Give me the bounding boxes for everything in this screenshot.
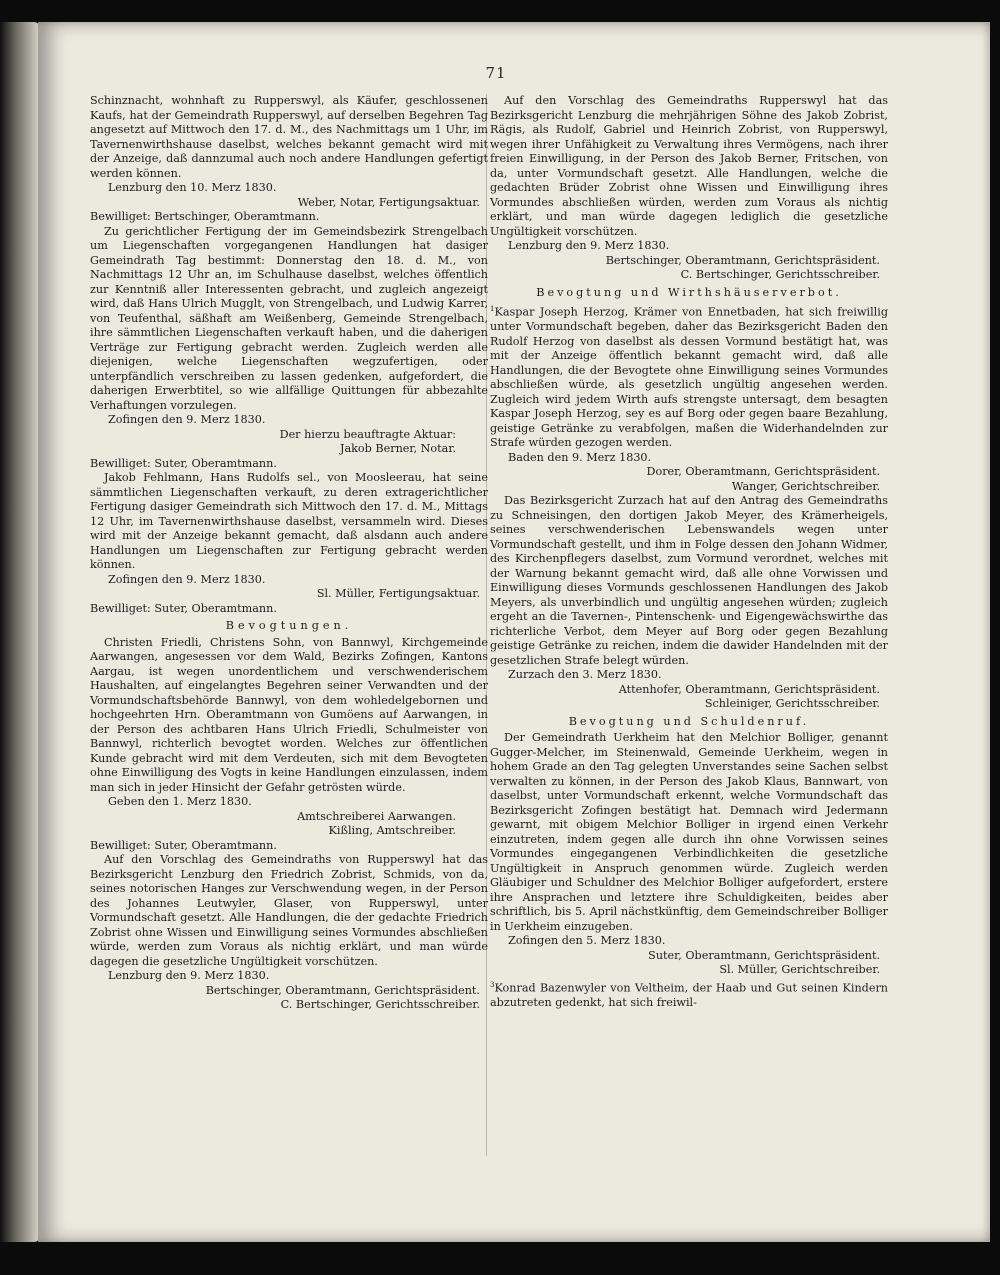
signature: Jakob Berner, Notar.	[340, 442, 456, 455]
approval-line: Bewilliget: Suter, Oberamtmann.	[90, 456, 277, 470]
book-gutter	[0, 22, 40, 1242]
left-column	[90, 94, 488, 1156]
approval-line: Bewilliget: Suter, Oberamtmann.	[90, 601, 277, 615]
place-date: Zofingen den 9. Merz 1830.	[108, 572, 266, 586]
notice-text: Christen Friedli, Christens Sohn, von Bannwyl, Kirchgemeinde Aarwangen, angesessen vor dem Wald, Bezirks Zofingen, Kantons Aargau, ist wegen unordentlichem und verschwenderischem Haushalten, auf eingelangtes Begehren seiner Verwandten und der Vormundschaftsbehörde Bannwyl, von dem wohledelgebornen und hochgeehrten Hrn. Oberamtmann von Gumöens auf Aarwangen, in der Person des achtbaren Hans Ulrich Friedli, Schulmeister von Bannwyl, richterlich bevogtet worden. Welches zur öffentlichen Kunde gebracht wird mit dem Verdeuten, sich mit dem Bevogteten ohne Einwilligung des Vogts in keine Handlungen einzulassen, indem man sich in jeder Hinsicht der Gefahr getrösten würde.	[90, 635, 488, 794]
notice-text: Auf den Vorschlag des Gemeindraths von Rupperswyl hat das Bezirksgericht Lenzburg den Friedrich Zobrist, Schmids, von da, seines notorischen Hanges zur Verschwendung wegen, in der Person des Johannes Leutwyler, Glaser, von Rupperswyl, unter Vormundschaft gesetzt. Alle Handlungen, die der gedachte Friedrich Zobrist ohne Wissen und Einwilligung seines Vormundes abschließen würde, werden zum Voraus als nichtig erklärt, und man würde dagegen die gesetzliche Ungültigkeit vorschützen.	[90, 853, 488, 968]
signature: Suter, Oberamtmann, Gerichtspräsident.	[648, 948, 880, 962]
column-divider	[486, 94, 487, 1156]
notice-text: Der Gemeindrath Uerkheim hat den Melchior Bolliger, genannt Gugger-Melcher, im Steinenwald, Gemeinde Uerkheim, wegen in hohem Grade an den Tag gelegten Unverstandes seine Sachen selbst verwalten zu können, in der Person des Jakob Klaus, Bannwart, von daselbst, unter Vormundschaft erkennt, welche Vormundschaft das Bezirksgericht Zofingen bestätigt hat. Demnach wird Jedermann gewarnt, mit obigem Melchior Bolliger in irgend einen Verkehr einzutreten, indem gegen alle durch ihn ohne Vorwissen seines Vormundes eingegangenen Verbindlichkeiten die gesetzliche Ungültigkeit in Anspruch genommen würde. Zugleich werden Gläubiger und Schuldner des Melchior Bolliger aufgefordert, erstere ihre Ansprachen und letztere ihre Schuldigkeiten, beides aber schriftlich, bis 5. April nächstkünftig, dem Gemeindschreiber Bolliger in Uerkheim einzugeben.	[490, 731, 888, 933]
place-date: Lenzburg den 9. Merz 1830.	[508, 239, 670, 252]
place-date: Geben den 1. Merz 1830.	[108, 795, 252, 808]
signature: C. Bertschinger, Gerichtsschreiber.	[680, 268, 880, 281]
right-column	[490, 94, 888, 1156]
notice-text: Schinznacht, wohnhaft zu Rupperswyl, als Käufer, geschlossenen Kaufs, hat der Gemeindrath Rupperswyl, auf derselben Begehren Tag angesetzt auf Mittwoch den 17. d. M., des Nachmittags um 1 Uhr, im Tavernenwirthshause daselbst, welches bekannt gemacht wird mit der Anzeige, daß dannzumal auch noch andere Handlungen gefertigt werden können.	[90, 94, 488, 180]
signature: Bertschinger, Oberamtmann, Gerichtspräsident.	[205, 983, 480, 997]
signature: C. Bertschinger, Gerichtsschreiber.	[280, 998, 480, 1011]
section-heading: Bevogtung und Schuldenruf.	[568, 714, 810, 728]
signature: Wanger, Gerichtschreiber.	[731, 479, 880, 493]
signature: Attenhofer, Oberamtmann, Gerichtspräsident.	[618, 682, 880, 696]
notice-body: Konrad Bazenwyler von Veltheim, der Haab und Gut seinen Kindern abzutreten gedenkt, hat sich freiwil-	[490, 981, 888, 1009]
section-heading: Bevogtung und Wirthshäuserverbot.	[536, 285, 842, 299]
section-heading: Bevogtungen.	[225, 619, 353, 632]
approval-line: Bewilliget: Suter, Oberamtmann.	[90, 838, 277, 852]
footnote-marker: 1	[490, 305, 495, 313]
place-date: Zurzach den 3. Merz 1830.	[508, 668, 662, 682]
place-date: Zofingen den 5. Merz 1830.	[508, 934, 666, 948]
place-date: Lenzburg den 9. Merz 1830.	[108, 969, 270, 982]
signature: Schleiniger, Gerichtsschreiber.	[704, 697, 880, 711]
place-date: Zofingen den 9. Merz 1830.	[108, 413, 266, 426]
signature: Sl. Müller, Gerichtschreiber.	[719, 963, 880, 977]
approval-line: Bewilliget: Bertschinger, Oberamtmann.	[90, 210, 320, 223]
place-date: Baden den 9. Merz 1830.	[508, 450, 652, 464]
page-number: 71	[485, 64, 507, 82]
footnote-marker: 3	[490, 980, 495, 989]
signature: Bertschinger, Oberamtmann, Gerichtspräsident.	[605, 253, 880, 267]
signature: Sl. Müller, Fertigungsaktuar.	[316, 587, 480, 600]
notice-text	[490, 978, 888, 1011]
signature: Dorer, Oberamtmann, Gerichtspräsident.	[646, 465, 880, 479]
signature: Amtschreiberei Aarwangen.	[297, 809, 456, 823]
place-date: Lenzburg den 10. Merz 1830.	[108, 181, 277, 194]
notice-body: Kaspar Joseph Herzog, Krämer von Ennetbaden, hat sich freiwillig unter Vormundschaft begeben, daher das Bezirksgericht Baden den Rudolf Herzog von daselbst als dessen Vormund bestätigt hat, was mit der Anzeige öffentlich bekannt gemacht wird, daß alle Handlungen, die der Bevogtete ohne Einwilligung seines Vormundes abschließen würde, als gesetzlich ungültig angesehen werden. Zugleich wird jedem Wirth aufs strengste untersagt, dem besagten Kaspar Joseph Herzog, sey es auf Borg oder gegen baare Bezahlung, geistige Getränke zu verabfolgen, maßen die Widerhandelnden zur Strafe würden gezogen werden.	[490, 305, 888, 450]
signature: Kißling, Amtschreiber.	[328, 824, 456, 837]
notice-text: Das Bezirksgericht Zurzach hat auf den Antrag des Gemeindraths zu Schneisingen, den dortigen Jakob Meyer, des Krämerheigels, seines verschwenderischen Lebenswandels wegen unter Vormundschaft gestellt, und ihm in Folge dessen den Johann Widmer, des Kirchenpflegers daselbst, zum Vormund verordnet, welches mit der Warnung bekannt gemacht wird, daß alle ohne Vorwissen und Einwilligung dieses Vormunds geschlossenen Handlungen des Jakob Meyers, als unverbindlich und ungültig angesehen würden; zugleich ergeht an die Tavernen-, Pintenschenk- und Eigengewächswirthe das richterliche Verbot, dem Meyer auf Borg oder gegen Bezahlung geistige Getränke zu reichen, indem die dawider Handelnden mit der gesetzlichen Strafe belegt würden.	[490, 494, 888, 667]
notice-text	[490, 302, 888, 451]
signature: Der hierzu beauftragte Aktuar:	[279, 427, 456, 441]
notice-text: Auf den Vorschlag des Gemeindraths Rupperswyl hat das Bezirksgericht Lenzburg die mehrjährigen Söhne des Jakob Zobrist, Rägis, als Rudolf, Gabriel und Heinrich Zobrist, von Rupperswyl, wegen ihrer Unfähigkeit zu Verwaltung ihres Vermögens, nach ihrer freien Einwilligung, in der Person des Jakob Berner, Fritschen, von da, unter Vormundschaft gesetzt. Alle Handlungen, welche die gedachten Brüder Zobrist ohne Wissen und Einwilligung ihres Vormundes abschließen würden, werden zum Voraus als nichtig erklärt, und man würde dagegen lediglich die gesetzliche Ungültigkeit vorschützen.	[490, 94, 888, 238]
notice-text: Zu gerichtlicher Fertigung der im Gemeindsbezirk Strengelbach um Liegenschaften vorgegangenen Handlungen hat dasiger Gemeindrath Tag bestimmt: Donnerstag den 18. d. M., von Nachmittags 12 Uhr an, im Schulhause daselbst, welches öffentlich zur Kenntniß aller Interessenten gebracht, und zugleich angezeigt wird, daß Hans Ulrich Mugglt, von Strengelbach, und Ludwig Karrer, von Teufenthal, säßhaft am Weißenberg, Gemeinde Strengelbach, ihre sämmtlichen Liegenschaften verkauft haben, und die daherigen Verträge zur Fertigung gebracht werden. Zugleich werden alle diejenigen, welche Liegenschaften wegzufertigen, oder unterpfändlich verschreiben zu lassen gedenken, aufgefordert, die daherigen Erwerbtitel, so wie allfällige Quittungen für abbezahlte Verhaftungen vorzulegen.	[90, 224, 488, 412]
signature: Weber, Notar, Fertigungsaktuar.	[297, 195, 480, 209]
notice-text: Jakob Fehlmann, Hans Rudolfs sel., von Moosleerau, hat seine sämmtlichen Liegenschaften verkauft, zu deren extragerichtlicher Fertigung dasiger Gemeindrath sich Mittwoch den 17. d. M., Mittags 12 Uhr, im Tavernenwirthshause daselbst, versammeln wird. Dieses wird mit der Anzeige bekannt gemacht, daß alsdann auch andere Handlungen um Liegenschaften zur Fertigung gebracht werden können.	[90, 471, 488, 571]
